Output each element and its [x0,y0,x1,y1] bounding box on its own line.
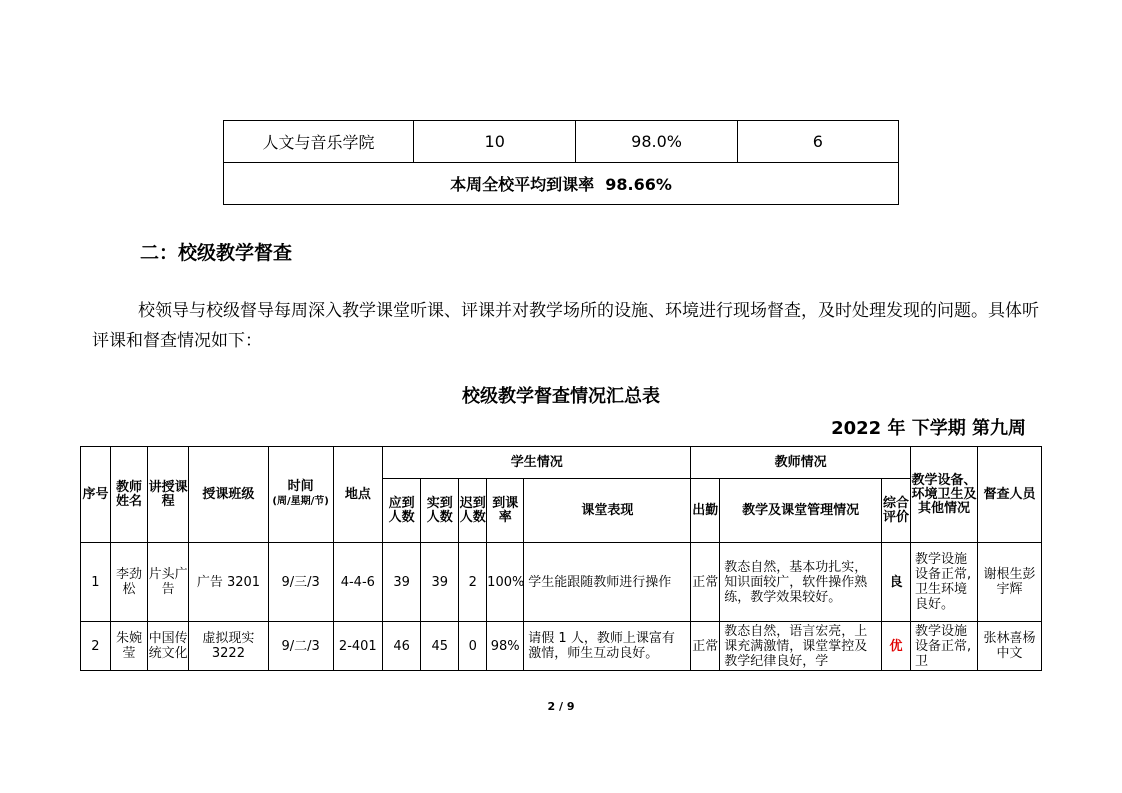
row-facilities [910,622,977,671]
header-facilities: 教学设备、环境卫生及其他情况 [910,447,977,543]
row-rate: 98% [487,622,524,671]
row-performance: 学生能跟随教师进行操作 [524,543,691,622]
row-late: 0 [459,622,487,671]
total-rate-cell [224,163,899,205]
header-overall: 综合评价 [882,479,911,543]
header-location: 地点 [333,447,382,543]
table-title: 校级教学督查情况汇总表 [462,386,660,407]
page-number: 2 / 9 [547,700,575,713]
row-facilities: 教学设施设备正常,卫生环境良好。 [910,543,977,622]
row-teacher: 李劲松 [110,543,147,622]
row-management [720,622,882,671]
table-row [81,622,1042,671]
row-facilities-text: 教学设施设备正常,卫 [914,623,972,669]
college-cell: 人文与音乐学院 [224,121,414,163]
class-count-cell: 10 [414,121,576,163]
inspection-summary-table [80,446,1042,671]
row-overall-rating: 良 [882,543,911,622]
header-teacher-group: 教师情况 [691,447,911,479]
header-time-sub: (周/星期/节) [272,496,329,507]
header-time-label: 时间 [287,479,314,494]
row-inspectors: 谢根生彭宇辉 [977,543,1041,622]
row-class: 广告 3201 [189,543,268,622]
row-attendance: 正常 [691,543,720,622]
row-location: 2-401 [333,622,382,671]
header-row [81,447,1042,479]
row-class: 虚拟现实3222 [189,622,268,671]
row-index: 2 [81,622,111,671]
term-label: 2022 年 下学期 第九周 [831,418,1026,439]
row-teacher: 朱婉莹 [110,622,147,671]
header-late: 迟到人数 [459,479,487,543]
header-rate: 到课率 [487,479,524,543]
row-late: 2 [459,543,487,622]
row-management-text: 教态自然，语言宏亮，上课充满激情，课堂掌控及教学纪律良好，学 [724,623,868,669]
row-location: 4-4-6 [333,543,382,622]
total-rate-label: 本周全校平均到课率 [450,175,595,194]
table-row [81,543,1042,622]
header-course: 讲授课程 [148,447,189,543]
row-actual: 45 [421,622,459,671]
row-inspectors: 张林喜杨中文 [977,622,1041,671]
header-attendance: 出勤 [691,479,720,543]
row-expected: 39 [383,543,421,622]
count-cell: 6 [737,121,898,163]
header-index: 序号 [81,447,111,543]
table-row [224,121,899,163]
header-performance: 课堂表现 [524,479,691,543]
header-time [268,447,333,543]
header-inspectors: 督查人员 [977,447,1041,543]
row-course: 片头广告 [148,543,189,622]
header-class: 授课班级 [189,447,268,543]
row-time: 9/三/3 [268,543,333,622]
row-actual: 39 [421,543,459,622]
header-management: 教学及课堂管理情况 [720,479,882,543]
row-expected: 46 [383,622,421,671]
row-index: 1 [81,543,111,622]
row-management: 教态自然，基本功扎实，知识面较广，软件操作熟练，教学效果较好。 [720,543,882,622]
section-heading: 二：校级教学督查 [140,242,293,264]
header-teacher: 教师姓名 [110,447,147,543]
header-expected: 应到人数 [383,479,421,543]
row-course: 中国传统文化 [148,622,189,671]
intro-paragraph: 校领导与校级督导每周深入教学课堂听课、评课并对教学场所的设施、环境进行现场督查，及时处理发现的问题。具体听评课和督查情况如下： [92,301,1039,351]
row-overall-rating: 优 [882,622,911,671]
row-performance: 请假 1 人，教师上课富有激情，师生互动良好。 [524,622,691,671]
header-student-group: 学生情况 [383,447,691,479]
row-attendance: 正常 [691,622,720,671]
header-actual: 实到人数 [421,479,459,543]
total-rate-value: 98.66% [605,175,672,194]
row-rate: 100% [487,543,524,622]
attendance-rate-cell: 98.0% [576,121,737,163]
top-attendance-table [223,120,899,205]
row-time: 9/二/3 [268,622,333,671]
total-row [224,163,899,205]
